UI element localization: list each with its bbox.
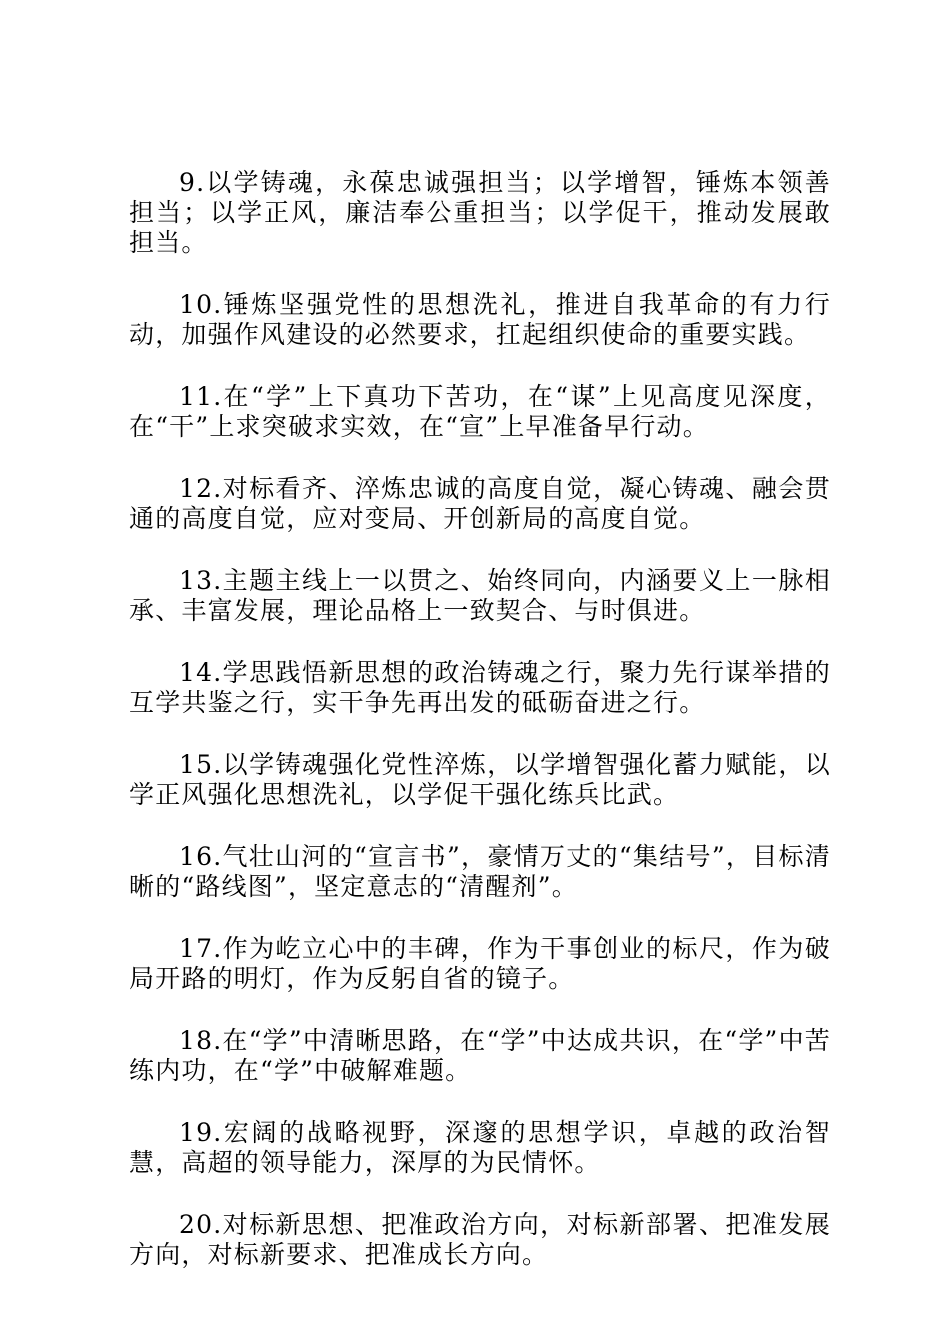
paragraph-9: 9.以学铸魂，永葆忠诚强担当；以学增智，锤炼本领善担当；以学正风，廉洁奉公重担当；以学促干，推动发展敢担当。 — [129, 168, 831, 257]
document-body — [129, 168, 831, 1302]
paragraph-18: 18.在“学”中清晰思路，在“学”中达成共识，在“学”中苦练内功，在“学”中破解难题。 — [129, 1026, 831, 1085]
paragraph-20: 20.对标新思想、把准政治方向，对标新部署、把准发展方向，对标新要求、把准成长方向。 — [129, 1210, 831, 1269]
paragraph-14: 14.学思践悟新思想的政治铸魂之行，聚力先行谋举措的互学共鉴之行，实干争先再出发的砥砺奋进之行。 — [129, 658, 831, 717]
paragraph-13: 13.主题主线上一以贯之、始终同向，内涵要义上一脉相承、丰富发展，理论品格上一致契合、与时俱进。 — [129, 566, 831, 625]
paragraph-16: 16.气壮山河的“宣言书”，豪情万丈的“集结号”，目标清晰的“路线图”，坚定意志的“清醒剂”。 — [129, 842, 831, 901]
paragraph-11: 11.在“学”上下真功下苦功，在“谋”上见高度见深度，在“干”上求突破求实效，在“宣”上早准备早行动。 — [129, 382, 831, 441]
paragraph-19: 19.宏阔的战略视野，深邃的思想学识，卓越的政治智慧，高超的领导能力，深厚的为民情怀。 — [129, 1118, 831, 1177]
paragraph-10: 10.锤炼坚强党性的思想洗礼，推进自我革命的有力行动，加强作风建设的必然要求，扛起组织使命的重要实践。 — [129, 290, 831, 349]
paragraph-12: 12.对标看齐、淬炼忠诚的高度自觉，凝心铸魂、融会贯通的高度自觉，应对变局、开创新局的高度自觉。 — [129, 474, 831, 533]
paragraph-17: 17.作为屹立心中的丰碑，作为干事创业的标尺，作为破局开路的明灯，作为反躬自省的镜子。 — [129, 934, 831, 993]
paragraph-15: 15.以学铸魂强化党性淬炼，以学增智强化蓄力赋能，以学正风强化思想洗礼，以学促干强化练兵比武。 — [129, 750, 831, 809]
